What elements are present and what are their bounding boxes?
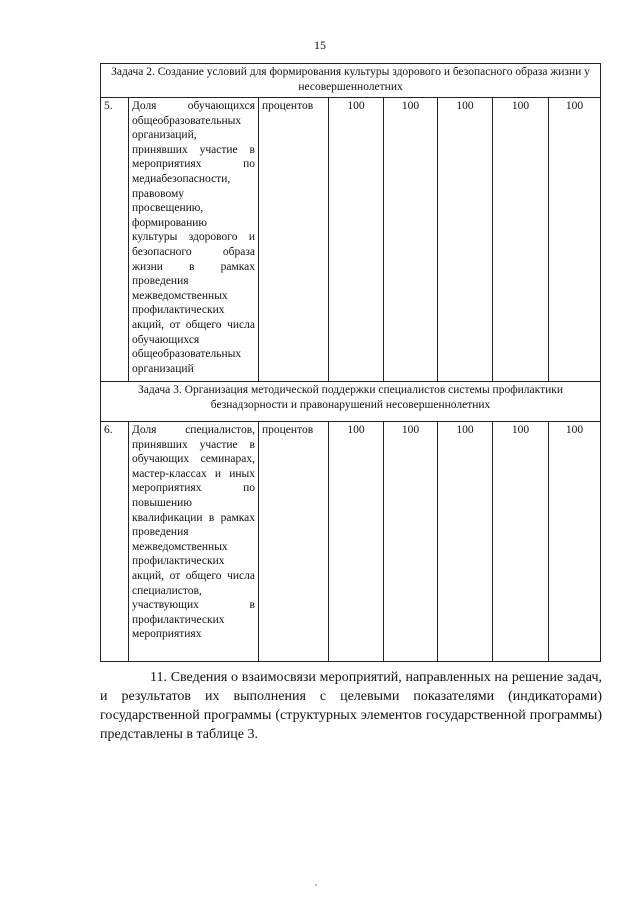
value-cell: 100 [549,422,601,662]
task-header-row [101,382,601,422]
value-cell: 100 [438,98,493,382]
value-cell: 100 [384,422,438,662]
unit-cell: процентов [259,422,329,662]
value-cell: 100 [493,98,549,382]
narrative-paragraph: 11. Сведения о взаимосвязи мероприятий, направленных на решение задач, и результатов их выполнения с целевыми показателями (индикаторами) государственной программы (структурных элементов государственной программы) представлены в таблице 3. [100,670,602,742]
row-number: 5. [101,98,129,382]
task-header-row [101,64,601,98]
value-cell: 100 [493,422,549,662]
row-number: 6. [101,422,129,662]
value-cell: 100 [384,98,438,382]
value-cell: 100 [549,98,601,382]
table-row [101,98,601,382]
task-3-title: Задача 3. Организация методической поддержки специалистов системы профилактики безнадзорности и правонарушений несовершеннолетних [101,382,601,422]
unit-cell: процентов [259,98,329,382]
value-cell: 100 [329,422,384,662]
indicator-description: Доля обучающихся общеобразовательных организаций, принявших участие в мероприятиях по медиабезопасности, правовому просвещению, формированию культуры здорового и безопасного образа жизни в рамках проведения межведомственных профилактических акций, от общего числа обучающихся общеобразовательных организаций [129,98,259,382]
indicators-table [100,63,601,662]
indicator-description: Доля специалистов, принявших участие в обучающих семинарах, мастер-классах и иных мероприятиях по повышению квалификации в рамках проведения межведомственных профилактических акций, от общего числа специалистов, участвующих в профилактических мероприятиях [129,422,259,662]
table-row [101,422,601,662]
value-cell: 100 [329,98,384,382]
task-2-title: Задача 2. Создание условий для формирования культуры здорового и безопасного образа жизни у несовершеннолетних [101,64,601,98]
value-cell: 100 [438,422,493,662]
scan-speck [315,884,317,886]
page-number: 15 [314,38,326,52]
